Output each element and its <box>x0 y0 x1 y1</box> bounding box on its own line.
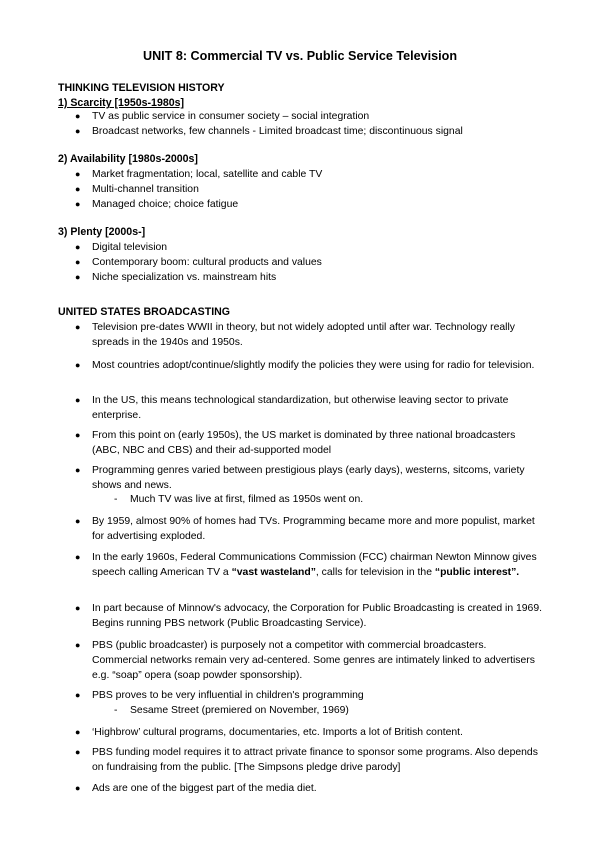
quote-vast-wasteland: “vast wasteland” <box>231 567 316 579</box>
list-item: ● Multi-channel transition <box>92 182 542 197</box>
list-item: ● From this point on (early 1950s), the US market is dominated by three national broadcasters (ABC, NBC and CBS) and their ad-supported model <box>75 430 516 457</box>
list-item: ● In part because of Minnow's advocacy, the Corporation for Public Broadcasting is created in 1969. Begins running PBS network (Public Broadcasting Service). <box>75 603 542 630</box>
list-item: ● In the early 1960s, Federal Communications Commission (FCC) chairman Newton Minnow gives speech calling American TV a “vast wasteland”, calls for television in the “public interest”. <box>75 552 537 579</box>
bullet-icon: ● <box>75 395 81 405</box>
list-item: ● Most countries adopt/continue/slightly modify the policies they were using for radio for television. <box>92 358 542 373</box>
bullet-icon: ● <box>75 783 81 793</box>
list-item: ● Ads are one of the biggest part of the media diet. <box>92 781 542 796</box>
bullet-icon: ● <box>75 111 81 121</box>
sub-list-item: - Sesame Street (premiered on November, 1969) <box>114 705 349 716</box>
list-item: ● Niche specialization vs. mainstream hits <box>92 270 542 285</box>
dash-icon: - <box>114 494 118 505</box>
bullet-icon: ● <box>75 640 81 650</box>
list-item: ● PBS funding model requires it to attract private finance to sponsor some programs. Also depends on fundraising from the public. [The Simpsons pledge drive parody] <box>75 747 538 774</box>
list-item: ● Television pre-dates WWII in theory, but not widely adopted until after war. Technology really spreads in the 1940s and 1950s. <box>75 322 515 349</box>
bullet-icon: ● <box>75 199 81 209</box>
bullet-icon: ● <box>75 169 81 179</box>
list-item: ● ‘Highbrow’ cultural programs, documentaries, etc. Imports a lot of British content. <box>92 725 542 740</box>
bullet-icon: ● <box>75 126 81 136</box>
bullet-icon: ● <box>75 360 81 370</box>
bullet-icon: ● <box>75 322 81 332</box>
bullet-icon: ● <box>75 272 81 282</box>
bullet-icon: ● <box>75 603 81 613</box>
section-1-heading: 1) Scarcity [1950s-1980s] <box>58 97 185 109</box>
section-3-heading: 3) Plenty [2000s-] <box>58 226 146 238</box>
list-item: ● Market fragmentation; local, satellite and cable TV <box>92 167 542 182</box>
bullet-icon: ● <box>75 465 81 475</box>
bullet-icon: ● <box>75 257 81 267</box>
list-item: ● In the US, this means technological standardization, but otherwise leaving sector to private enterprise. <box>75 395 509 422</box>
bullet-icon: ● <box>75 727 81 737</box>
document-title: UNIT 8: Commercial TV vs. Public Service Television <box>142 49 458 63</box>
bullet-icon: ● <box>75 690 81 700</box>
list-item: ● Contemporary boom: cultural products and values <box>92 255 542 270</box>
history-heading: THINKING TELEVISION HISTORY <box>58 82 225 94</box>
list-item: ● Managed choice; choice fatigue <box>92 197 542 212</box>
bullet-icon: ● <box>75 747 81 757</box>
section-2-heading: 2) Availability [1980s-2000s] <box>58 153 198 165</box>
list-item: ● TV as public service in consumer society – social integration <box>92 109 542 124</box>
us-heading: UNITED STATES BROADCASTING <box>58 306 231 318</box>
bullet-icon: ● <box>75 516 81 526</box>
bullet-icon: ● <box>75 242 81 252</box>
bullet-icon: ● <box>75 430 81 440</box>
list-item: ● Programming genres varied between prestigious plays (early days), westerns, sitcoms, variety shows and news. <box>75 465 525 492</box>
bullet-icon: ● <box>75 552 81 562</box>
list-item: ● Broadcast networks, few channels - Limited broadcast time; discontinuous signal <box>92 124 542 139</box>
quote-public-interest: “public interest”. <box>434 567 520 579</box>
list-item: ● Digital television <box>92 240 542 255</box>
dash-icon: - <box>114 705 118 716</box>
list-item: ● PBS proves to be very influential in children's programming <box>92 688 542 703</box>
bullet-icon: ● <box>75 184 81 194</box>
sub-list-item: - Much TV was live at first, filmed as 1950s went on. <box>114 494 364 505</box>
list-item: ● By 1959, almost 90% of homes had TVs. Programming became more and more populist, market for advertising exploded. <box>75 516 535 543</box>
list-item: ● PBS (public broadcaster) is purposely not a competitor with commercial broadcasters. Commercial networks remain very ad-centered. Some genres are intimately linked to advertisers e.g. “soap” opera (soap powder sponsorship). <box>75 640 535 682</box>
